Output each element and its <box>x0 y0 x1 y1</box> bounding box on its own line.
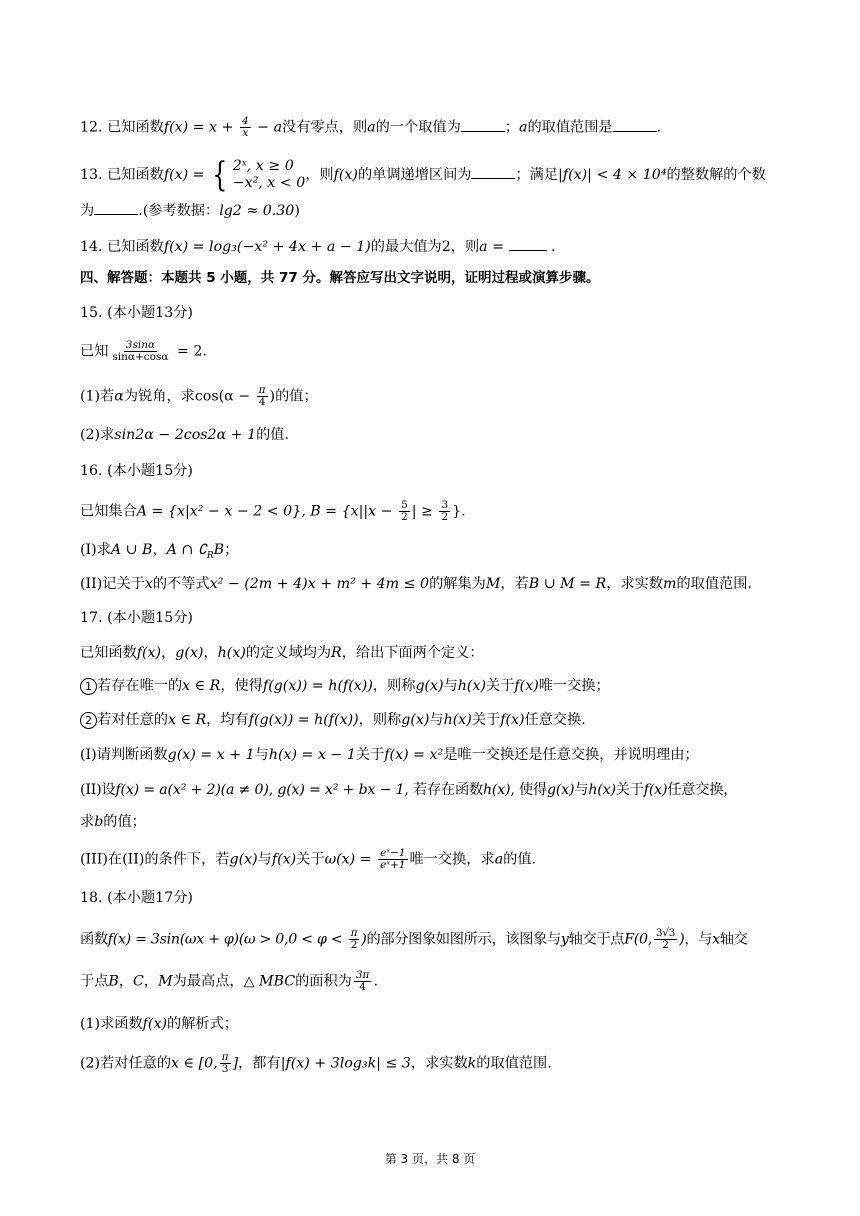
q17-p1-about: 关于 <box>355 747 385 763</box>
q17-d1-eq: f(g(x)) = h(f(x)) <box>262 678 373 694</box>
q18-l2-tri: △ MBC <box>243 973 296 990</box>
q15-p1-expr: cos(α − <box>194 388 255 405</box>
q17-intro-g: g(x) <box>175 645 204 661</box>
q17-d1-about: 关于 <box>486 678 515 694</box>
q17-part2-line2 <box>80 811 146 833</box>
q17-p3-text: 唯一交换，求 <box>409 851 495 868</box>
q16-p1-expr2: A ∩ ∁ <box>166 542 207 558</box>
circled-number-icon: 1 <box>80 678 97 695</box>
case-1: 2ˣ, x ≥ 0 <box>232 158 294 174</box>
q17-p2-l2-prefix: 求 <box>80 814 95 830</box>
q17-d2-cond: x ∈ R <box>167 712 207 728</box>
q16-p2-expr: x² − (2m + 4)x + m² + 4m ≤ 0 <box>209 576 430 592</box>
q17-p3-frac-num: eˣ−1 <box>380 847 406 859</box>
q18-l2-frac-den: 4 <box>359 981 366 993</box>
q18-p2-ineq: |f(x) + 3log₃k| ≤ 3 <box>280 1055 411 1072</box>
q17-def1 <box>80 675 610 697</box>
q17-p1-prefix: (I)请判断函数 <box>80 747 168 763</box>
q16-given <box>80 500 466 523</box>
q12-text2: 的一个取值为 <box>375 119 461 136</box>
q17-intro-R: R <box>331 645 342 661</box>
q12-text3: 的取值范围是 <box>527 119 613 136</box>
q18-l1-F-end: ) <box>679 931 685 948</box>
q18-l2-sep1: ， <box>118 973 134 990</box>
q17-p3-and: 与 <box>257 851 272 868</box>
q14-var: a = <box>479 239 509 255</box>
q16-given-prefix: 已知集合 <box>80 503 137 520</box>
q13-text: ，则 <box>305 167 334 183</box>
q18-l2-C: C <box>133 973 144 990</box>
q18-l2-prefix: 于点 <box>80 973 109 990</box>
q16-p1-prefix: (I)求 <box>80 542 111 558</box>
q15-fraction <box>110 340 170 363</box>
circled-number-icon: 2 <box>80 712 97 729</box>
q13-l2-text: .(参考数据： <box>138 203 220 219</box>
q18-l2-frac <box>354 970 372 993</box>
question-13-line2 <box>80 200 300 222</box>
q16-setB-end: }. <box>452 503 466 520</box>
q17-p2-sep: , <box>268 782 278 798</box>
q13-prefix: 13. 已知函数 <box>80 167 164 183</box>
q12-func-tail: − a <box>252 119 283 136</box>
q18-l1-text3: ，与 <box>684 931 713 948</box>
q16-frac1 <box>399 500 410 523</box>
q17-p2-h: h(x) <box>482 782 511 798</box>
q17-d1-g: g(x) <box>415 678 444 694</box>
q12-frac-num: 4 <box>241 115 249 127</box>
q15-p1-text: 为锐角，求 <box>123 388 195 405</box>
q14-prefix: 14. 已知函数 <box>80 239 164 255</box>
q17-p2-f: f(x) = a(x² + 2)(a ≠ 0) <box>115 782 269 798</box>
q18-l1-y: y <box>560 931 569 948</box>
q17-d1-end: 唯一交换； <box>538 678 610 694</box>
q17-p2-text: , 若存在函数 <box>404 782 483 798</box>
q15-part2 <box>80 424 289 446</box>
q16-p1-sub: R <box>206 550 214 561</box>
q18-header: 18. (本小题17分) <box>80 890 193 906</box>
q17-intro-prefix: 已知函数 <box>80 645 137 661</box>
q12-var: a <box>367 119 376 136</box>
q16-p2-m: m <box>662 576 677 592</box>
q16-header: 16. (本小题15分) <box>80 463 193 479</box>
answer-blank[interactable] <box>461 119 505 132</box>
q18-part1 <box>80 1013 238 1035</box>
q17-p2-about: 关于 <box>615 782 644 798</box>
q17-d1-prefix: 若存在唯一的 <box>97 678 183 694</box>
q18-l1-x: x <box>712 931 720 948</box>
q13-l2-end: ) <box>294 203 300 219</box>
q16-part1 <box>80 539 238 567</box>
q18-p2-cond-end: ] <box>232 1055 239 1072</box>
q17-p1-end: 是唯一交换还是任意交换，并说明理由； <box>443 747 699 763</box>
q18-l1-prefix: 函数 <box>80 931 108 948</box>
q18-l1-frac2-num: 3√3 <box>655 927 676 939</box>
q18-p2-prefix: (2)若对任意的 <box>80 1055 172 1072</box>
q17-p3-prefix: (III)在(II)的条件下，若 <box>80 851 230 868</box>
q18-l2-M: M <box>158 973 173 990</box>
q18-p1-prefix: (1)求函数 <box>80 1016 143 1032</box>
q16-part2 <box>80 573 752 595</box>
q17-p1-f: f(x) = x² <box>384 747 444 763</box>
q12-end: . <box>656 119 662 136</box>
q18-line1 <box>80 928 748 951</box>
q17-d2-and: 与 <box>429 712 444 728</box>
q18-l1-func: f(x) = 3sin(ωx + φ)(ω > 0,0 < φ < <box>107 931 347 948</box>
q17-d1-h: h(x) <box>457 678 487 694</box>
q18-l2-end: . <box>373 973 378 990</box>
q18-p2-end: 的取值范围. <box>476 1055 552 1072</box>
q15-given-post: = 2. <box>172 343 207 360</box>
q18-p2-text2: ，求实数 <box>410 1055 468 1072</box>
q12-fraction <box>240 116 251 139</box>
q17-p3-a: a <box>494 851 504 868</box>
q18-l1-frac-den: 2 <box>350 939 358 951</box>
q16-p2-text3: ，若 <box>500 576 529 592</box>
q16-p2-text2: 的解集为 <box>429 576 486 592</box>
q17-intro <box>80 642 484 664</box>
q18-p2-frac <box>220 1052 231 1075</box>
q18-l1-text2: 轴交于点 <box>568 931 625 948</box>
q17-intro-f: f(x) <box>136 645 162 661</box>
question-14 <box>80 236 556 258</box>
q17-d1-text2: ，则称 <box>372 678 416 694</box>
q13-sep: ；满足 <box>515 167 559 183</box>
q16-p2-cond: B ∪ M = R <box>528 576 607 592</box>
q18-p2-text: ，都有 <box>238 1055 281 1072</box>
q16-p1-sep: ， <box>152 542 167 558</box>
answer-blank[interactable] <box>94 202 138 215</box>
q17-intro-h: h(x) <box>217 645 246 661</box>
q12-text: 没有零点，则 <box>282 119 368 136</box>
q17-p3-g: g(x) <box>229 851 258 868</box>
q18-l2-frac-num: 3π <box>355 969 370 981</box>
q17-p2-g2: g(x) <box>547 782 575 798</box>
q15-header: 15. (本小题13分) <box>80 305 193 321</box>
q17-p3-about: 关于 <box>296 851 325 868</box>
answer-blank[interactable] <box>509 238 547 251</box>
q16-p2-M: M <box>485 576 501 592</box>
q17-p2-f2: f(x) <box>643 782 668 798</box>
q18-l1-frac-num: π <box>350 927 358 939</box>
q15-p2-prefix: (2)求 <box>80 427 115 443</box>
cases <box>233 158 306 192</box>
q15-frac-den: sinα+cosα <box>112 351 169 363</box>
q14-end: . <box>551 239 556 255</box>
q16-p2-prefix: (II)记关于 <box>80 576 145 592</box>
q18-l1-end: 轴交 <box>719 931 748 948</box>
q17-d1-f: f(x) <box>514 678 539 694</box>
q17-d2-text2: ，则称 <box>358 712 402 728</box>
q18-l1-func-end: ) <box>361 931 367 948</box>
q17-d2-about: 关于 <box>471 712 501 728</box>
q17-p2-and: 与 <box>574 782 589 798</box>
q15-p2-end: 的值. <box>256 427 289 443</box>
q14-func: f(x) = log₃(−x² + 4x + a − 1) <box>163 239 371 255</box>
q15-p1-fraction <box>257 385 268 408</box>
q15-part1 <box>80 385 318 408</box>
q18-line2 <box>80 970 378 993</box>
q17-def2 <box>80 709 586 731</box>
q18-p1-f: f(x) <box>142 1016 167 1032</box>
q15-p1-prefix: (1)若 <box>80 388 115 405</box>
q17-part1 <box>80 744 699 766</box>
q18-part2 <box>80 1052 552 1075</box>
q12-prefix: 12. 已知函数 <box>80 119 164 136</box>
q13-text3: 的整数解的个数 <box>666 167 766 183</box>
q15-p1-var: α <box>114 388 124 405</box>
q13-func: f(x) = <box>163 167 210 183</box>
q17-header: 17. (本小题15分) <box>80 610 193 626</box>
q13-l2-prefix: 为 <box>80 203 95 219</box>
q17-part3 <box>80 848 536 871</box>
q13-func2: f(x) <box>333 167 358 183</box>
q16-frac1-den: 2 <box>401 511 408 523</box>
q17-d2-h: h(x) <box>443 712 472 728</box>
q13-text2: 的单调递增区间为 <box>357 167 472 183</box>
q15-frac-num: 3sinα <box>125 339 156 351</box>
q15-p1-expr-end: ) <box>269 388 276 405</box>
q15-p1-frac-num: π <box>258 384 266 396</box>
q12-var2: a <box>518 119 528 136</box>
q17-d1-and: 与 <box>443 678 458 694</box>
q16-p2-text: 的不等式 <box>152 576 210 592</box>
q16-p1-expr3: B <box>213 542 225 558</box>
section-heading: 四、解答题：本题共 5 小题，共 77 分。解答应写出文字说明，证明过程或演算步骤。 <box>80 270 600 286</box>
q16-p2-var: x <box>144 576 153 592</box>
q17-p3-end: 的值. <box>503 851 537 868</box>
q15-given-prefix: 已知 <box>80 343 109 360</box>
q18-p1-end: 的解析式； <box>167 1016 238 1032</box>
q18-l1-frac2 <box>654 928 677 951</box>
q17-d2-text: ，均有 <box>206 712 249 728</box>
q17-p3-fraction <box>378 848 407 871</box>
q16-setB-mid: | ≥ <box>411 503 438 520</box>
q17-p2-text2: , 使得 <box>510 782 548 798</box>
q16-frac2-den: 2 <box>441 511 449 523</box>
q17-p1-and: 与 <box>254 747 269 763</box>
page-footer: 第 3 页，共 8 页 <box>384 1152 476 1166</box>
q18-p2-k: k <box>467 1055 477 1072</box>
q17-p2-end: 任意交换， <box>667 782 738 798</box>
q17-d2-end: 任意交换. <box>524 712 586 728</box>
q17-p3-omega: ω(x) = <box>324 851 377 868</box>
q17-p2-prefix: (II)设 <box>80 782 116 798</box>
q13-ref: lg2 ≈ 0.30 <box>219 203 295 219</box>
q15-given <box>80 340 207 363</box>
q17-d2-prefix: 若对任意的 <box>97 712 168 728</box>
q14-text: 的最大值为2，则 <box>370 239 480 255</box>
q17-intro-sep1: ， <box>161 645 176 661</box>
q18-l2-text: 为最高点， <box>172 973 244 990</box>
q18-p2-frac-den: 3 <box>221 1063 229 1075</box>
answer-blank[interactable] <box>471 166 515 179</box>
q15-p1-end: 的值； <box>275 388 318 405</box>
question-13 <box>80 155 766 195</box>
q17-p1-g: g(x) = x + 1 <box>167 747 255 763</box>
q18-l1-F: F(0, <box>624 931 652 948</box>
q16-setA: A = {x|x² − x − 2 < 0}, B = {x||x − <box>136 503 398 520</box>
q18-p2-frac-num: π <box>221 1051 229 1063</box>
q17-d2-f: f(x) <box>500 712 525 728</box>
q12-frac-den: x <box>242 127 249 139</box>
q17-p2-h2: h(x) <box>588 782 616 798</box>
q18-p2-cond: x ∈ [0, <box>171 1055 218 1072</box>
left-brace-icon: { <box>212 155 228 195</box>
q17-p1-h: h(x) = x − 1 <box>268 747 356 763</box>
q18-l1-text: 的部分图象如图所示，该图象与 <box>366 931 561 948</box>
q15-p1-frac-den: 4 <box>258 396 266 408</box>
q16-p2-text4: ，求实数 <box>606 576 663 592</box>
q17-intro-text: 的定义域均为 <box>245 645 332 661</box>
q17-intro-sep2: ， <box>203 645 218 661</box>
q18-l2-B: B <box>108 973 119 990</box>
q17-d2-g: g(x) <box>401 712 430 728</box>
q17-intro-end: ，给出下面两个定义： <box>341 645 484 661</box>
q13-ineq: |f(x)| < 4 × 10⁴ <box>558 167 667 183</box>
q17-p3-frac-den: eˣ+1 <box>380 859 406 871</box>
q18-l2-sep2: ， <box>143 973 159 990</box>
q16-frac1-num: 5 <box>401 499 408 511</box>
q18-l2-text2: 的面积为 <box>295 973 352 990</box>
q17-d1-text: ，使得 <box>220 678 263 694</box>
case-2: −x², x < 0 <box>232 175 306 191</box>
q12-sep: ； <box>504 119 519 136</box>
q17-d1-cond: x ∈ R <box>182 678 221 694</box>
q17-p2-g: g(x) = x² + bx − 1 <box>277 782 405 798</box>
piecewise <box>209 155 306 195</box>
q17-part2 <box>80 779 737 801</box>
q16-p1-end: ； <box>224 542 239 558</box>
q15-p2-expr: sin2α − 2cos2α + 1 <box>114 427 257 443</box>
q18-l1-frac2-den: 2 <box>662 939 669 951</box>
q16-p2-end: 的取值范围. <box>676 576 752 592</box>
q12-func: f(x) = x + <box>163 119 238 136</box>
q16-frac2-num: 3 <box>441 499 449 511</box>
q17-p2-l2-end: 的值； <box>103 814 146 830</box>
q16-frac2 <box>439 500 450 523</box>
q17-p2-b: b <box>94 814 104 830</box>
q17-d2-eq: f(g(x)) = h(f(x)) <box>248 712 359 728</box>
q18-l1-frac <box>349 928 360 951</box>
q17-p3-f: f(x) <box>271 851 297 868</box>
q16-p1-expr: A ∪ B <box>110 542 153 558</box>
question-12 <box>80 116 661 139</box>
answer-blank[interactable] <box>613 119 657 132</box>
